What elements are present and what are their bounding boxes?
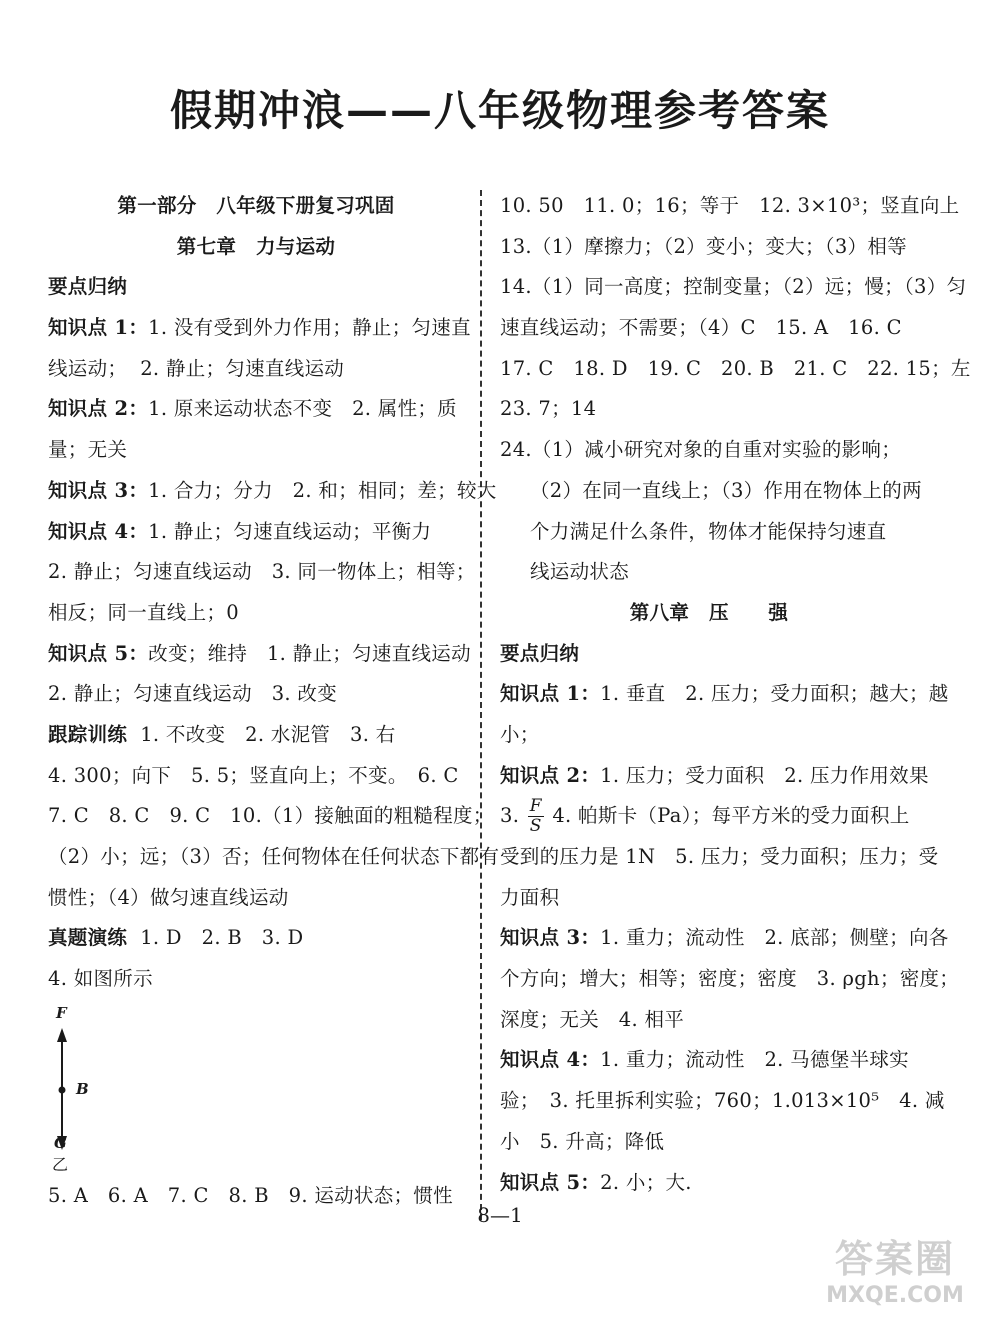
k3-text: 1. 合力；分力 2. 和；相同；差；较大 (148, 478, 497, 502)
k1-text-2a: 线运动； (48, 356, 128, 380)
r-k4-line2: 验； 3. 托里拆利实验；760；1.013×10⁵ 4. 减 (500, 1089, 945, 1113)
pressure-fraction (528, 798, 544, 835)
r-k2-label: 知识点 2： (500, 763, 601, 787)
tracking-line3: 7. C 8. C 9. C 10.（1）接触面的粗糙程度； (48, 804, 493, 828)
page-number: 8—1 (477, 1203, 523, 1227)
k1-label: 知识点 1： (48, 316, 149, 340)
r-k2-line1 (500, 756, 929, 797)
r-k4-label: 知识点 4： (500, 1048, 601, 1072)
column-divider (480, 190, 482, 1220)
r-k3-line2: 个方向；增大；相等；密度；密度 3. ρgh；密度； (500, 967, 960, 991)
exam-line2: 4. 如图所示 (48, 967, 153, 991)
tracking-label: 跟踪训练 (48, 722, 128, 746)
r-k3-line3: 深度；无关 4. 相平 (500, 1007, 685, 1031)
r-k1-label: 知识点 1： (500, 682, 601, 706)
exam-last-line: 5. A 6. A 7. C 8. B 9. 运动状态；惯性 (48, 1183, 453, 1207)
figure-caption: 乙 (52, 1154, 69, 1174)
k2-line1 (48, 389, 464, 430)
tracking-line1 (48, 715, 464, 756)
part-title: 第一部分 八年级下册复习巩固 (117, 194, 395, 217)
k5-line2: 2. 静止；匀速直线运动 3. 改变 (48, 682, 338, 706)
answer-24-line2: （2）在同一直线上；（3）作用在物体上的两 (530, 478, 922, 502)
k1-line2 (48, 349, 464, 390)
watermark-url: MXQE.COM (826, 1283, 964, 1308)
r-k1-line1 (500, 674, 949, 715)
answer-14-line2: 速直线运动；不需要；（4）C 15. A 16. C (500, 316, 902, 340)
k4-label: 知识点 4： (48, 519, 149, 543)
force-diagram (48, 1000, 464, 1176)
k2-line2: 量；无关 (48, 438, 128, 462)
k4-line1 (48, 512, 464, 553)
answer-24-line1: 24.（1）减小研究对象的自重对实验的影响； (500, 438, 902, 462)
k4-text: 1. 静止；匀速直线运动；平衡力 (148, 519, 432, 543)
left-column (48, 186, 500, 1216)
answer-10-12: 10. 50 11. 0；16；等于 12. 3×10³；竖直向上 (500, 194, 960, 217)
answer-13: 13.（1）摩擦力；（2）变小；变大；（3）相等 (500, 234, 907, 258)
tracking-line2: 4. 300；向下 5. 5；竖直向上；不变。 6. C (48, 763, 459, 787)
answer-24-line4: 线运动状态 (530, 560, 630, 584)
k2-label: 知识点 2： (48, 397, 149, 421)
r-k3-line1 (500, 918, 949, 959)
exam-text: 1. D 2. B 3. D (140, 926, 304, 950)
fraction-numerator: F (529, 796, 542, 817)
right-column (500, 186, 971, 1203)
page-title: 假期冲浪——八年级物理参考答案 (169, 86, 830, 135)
r-k5-line1 (500, 1163, 918, 1204)
point-label-b: B (76, 1079, 89, 1098)
section-key-points-8: 要点归纳 (500, 641, 580, 665)
fraction-denominator: S (529, 816, 542, 837)
force-label-g: G (54, 1133, 67, 1152)
chapter-8-title: 第八章 压 强 (629, 600, 789, 624)
k4-line3: 相反；同一直线上；0 (48, 600, 239, 624)
section-key-points: 要点归纳 (48, 275, 128, 299)
r-k4-line1 (500, 1040, 918, 1081)
r-k2-line4: 力面积 (500, 885, 560, 909)
answer-17-22: 17. C 18. D 19. C 20. B 21. C 22. 15；左 (500, 356, 971, 380)
r-k1-line2: 小； (500, 722, 540, 746)
r-k2-item3: 3. (500, 804, 520, 828)
k2-text: 1. 原来运动状态不变 2. 属性；质 (148, 397, 457, 421)
k5-line1 (48, 634, 471, 675)
k1-text-2b: 2. 静止；匀速直线运动 (140, 356, 345, 380)
k1-text: 1. 没有受到外力作用；静止；匀速直 (148, 316, 471, 340)
r-k4-text: 1. 重力；流动性 2. 马德堡半球实 (600, 1048, 909, 1072)
r-k5-text: 2. 小；大. (600, 1170, 692, 1194)
r-k3-text: 1. 重力；流动性 2. 底部；侧壁；向各 (600, 926, 949, 950)
tracking-line5: 惯性；（4）做匀速直线运动 (48, 885, 289, 909)
k5-text: 改变；维持 1. 静止；匀速直线运动 (148, 641, 471, 665)
r-k2-line3: 受到的压力是 1N 5. 压力；受力面积；压力；受 (500, 845, 939, 868)
answer-24-line3: 个力满足什么条件，物体才能保持匀速直 (530, 519, 887, 543)
r-k2-text: 1. 压力；受力面积 2. 压力作用效果 (600, 763, 929, 787)
k3-line1 (48, 471, 497, 512)
r-k4-line3: 小 5. 升高；降低 (500, 1129, 665, 1153)
r-k3-label: 知识点 3： (500, 926, 601, 950)
force-arrows-svg (48, 1000, 108, 1150)
r-k2-line2 (500, 796, 918, 837)
force-label-f: F (56, 1003, 67, 1022)
watermark-logo-text: 答案圈 (834, 1237, 955, 1281)
r-k1-text: 1. 垂直 2. 压力；受力面积；越大；越 (600, 682, 949, 706)
k3-label: 知识点 3： (48, 478, 149, 502)
r-k5-label: 知识点 5： (500, 1170, 601, 1194)
tracking-line4: （2）小；远；（3）否；任何物体在任何状态下都有 (48, 845, 500, 868)
chapter-7-title: 第七章 力与运动 (176, 234, 336, 258)
answer-23: 23. 7；14 (500, 397, 597, 421)
watermark-logo (810, 1228, 980, 1328)
exam-label: 真题演练 (48, 926, 128, 950)
tracking-text: 1. 不改变 2. 水泥管 3. 右 (140, 722, 396, 746)
answer-14-line1: 14.（1）同一高度；控制变量；（2）远；慢；（3）匀 (500, 275, 967, 299)
k5-label: 知识点 5： (48, 641, 149, 665)
k4-line2: 2. 静止；匀速直线运动 3. 同一物体上；相等； (48, 560, 476, 584)
r-k2-text-2b: 4. 帕斯卡（Pa）；每平方米的受力面积上 (552, 804, 910, 828)
k1-line1 (48, 308, 471, 349)
exam-line1 (48, 918, 464, 959)
